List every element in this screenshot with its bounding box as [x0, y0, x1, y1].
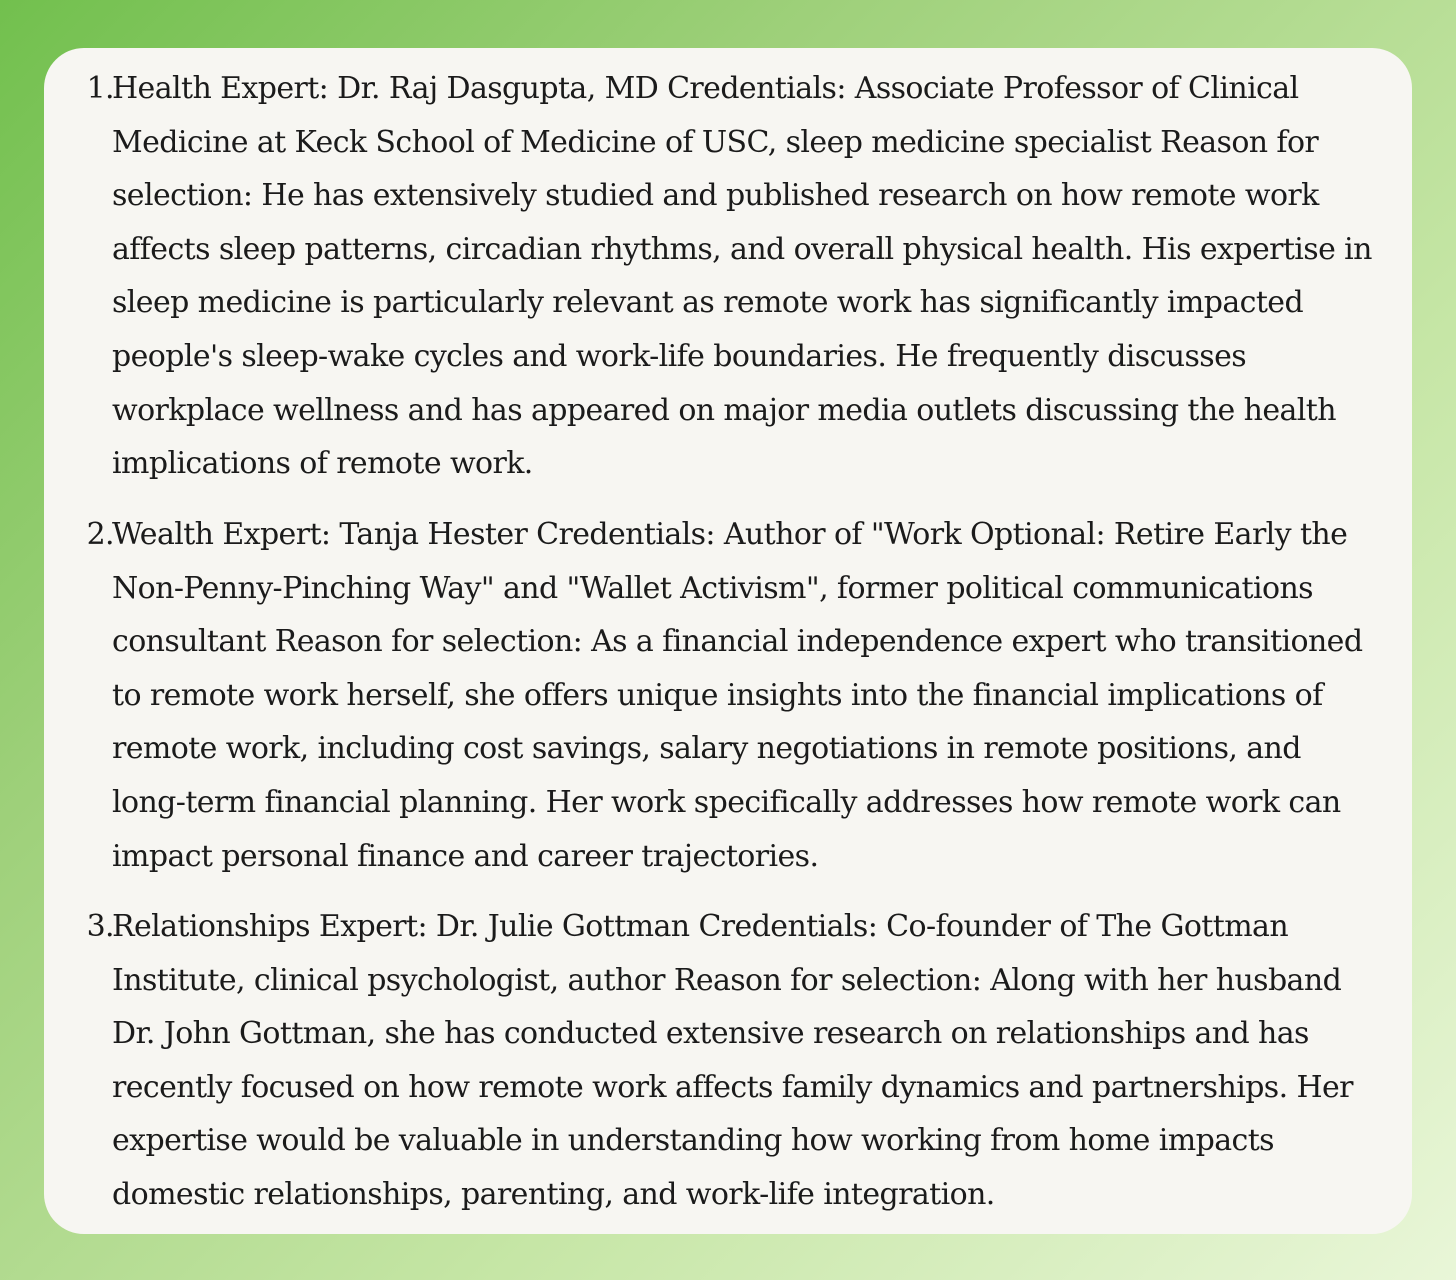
list-item-text: Health Expert: Dr. Raj Dasgupta, MD Credentials: Associate Professor of Clinical Medicine at Keck School of Medicine of USC, sleep medicine specialist Reason for selection: He has extensively studied and published research on how remote work affects sleep patterns, circadian rhythms, and overall physical health. His expertise in sleep medicine is particularly relevant as remote work has significantly impacted people's sleep-wake cycles and work-life boundaries. He frequently discusses workplace wellness and has appeared on major media outlets discussing the health implications of remote work. — [112, 71, 1372, 482]
list-number: 1. — [86, 71, 114, 106]
list-item-wealth-expert — [78, 508, 1378, 883]
list-number: 2. — [86, 517, 114, 552]
list-item-health-expert — [78, 62, 1378, 491]
response-card — [44, 48, 1412, 1234]
list-item-text: Wealth Expert: Tanja Hester Credentials: Author of "Work Optional: Retire Early the Non-Penny-Pinching Way" and "Wallet Activism", former political communications consultant Reason for selection: As a financial independence expert who transitioned to remote work herself, she offers unique insights into the financial implications of remote work, including cost savings, salary negotiations in remote positions, and long-term financial planning. Her work specifically addresses how remote work can impact personal finance and career trajectories. — [112, 517, 1363, 874]
list-item-relationships-expert — [78, 900, 1378, 1222]
list-item-text: Relationships Expert: Dr. Julie Gottman Credentials: Co-founder of The Gottman Institute, clinical psychologist, author Reason for selection: Along with her husband Dr. John Gottman, she has conducted extensive research on relationships and has recently focused on how remote work affects family dynamics and partnerships. Her expertise would be valuable in understanding how working from home impacts domestic relationships, parenting, and work-life integration. — [112, 909, 1353, 1212]
list-number: 3. — [86, 909, 114, 944]
